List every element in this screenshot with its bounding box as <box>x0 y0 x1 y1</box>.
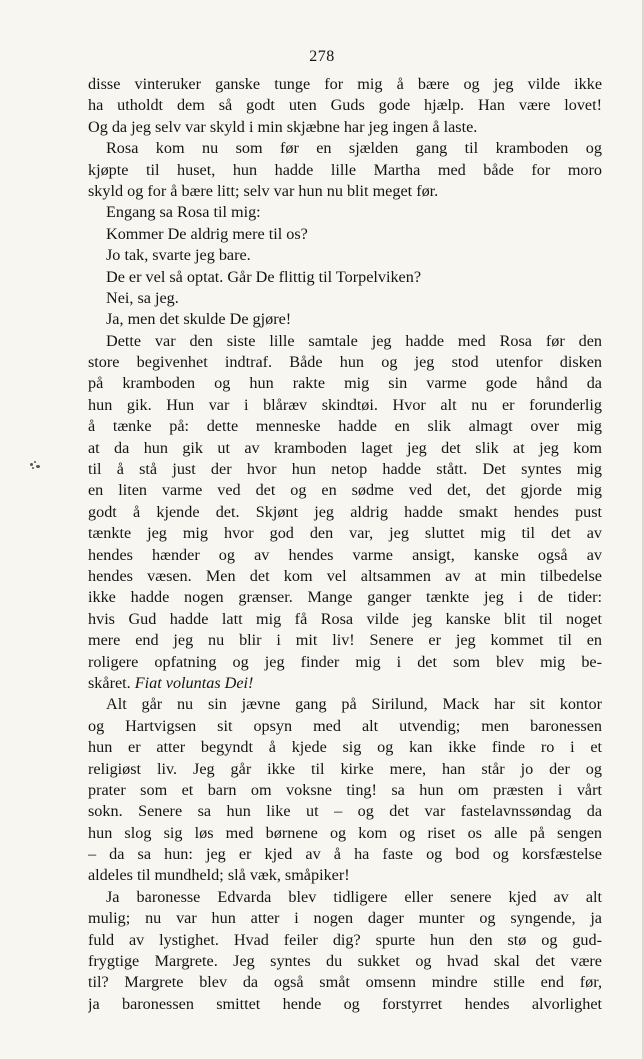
text-line <box>88 994 602 1015</box>
page-number: 278 <box>309 48 335 65</box>
text-line-content: aldeles til mundheld; slå væk, småpiker! <box>88 866 350 885</box>
text-line-content: hendes væsen. Men det kom vel altsammen av at min tilbedelse <box>88 566 602 585</box>
text-line <box>88 224 602 245</box>
margin-speck-mark <box>28 460 42 470</box>
text-line <box>88 865 602 886</box>
text-line-content: Nei, sa jeg. <box>106 288 179 307</box>
text-line <box>88 245 602 266</box>
text-line-content: ja baronessen smittet hende og forstyrret hendes alvorlighet <box>88 994 602 1013</box>
text-line-content: fuld av lystighet. Hvad feiler dig? spurte hun den stø og gud- <box>88 930 602 949</box>
text-line-content: Engang sa Rosa til mig: <box>106 203 261 222</box>
text-line-content: ikke hadde nogen grænser. Mange ganger tænkte jeg i de tider: <box>88 588 602 607</box>
text-line-content: tænkte jeg mig hvor god den var, jeg sluttet mig til det av <box>88 524 602 543</box>
text-line-content: mulig; nu var hun atter i nogen dager munter og syngende, ja <box>88 909 602 928</box>
text-line-content: å tænke på: dette menneske hadde en slik almagt over mig <box>88 417 602 436</box>
text-line-content: hvis Gud hadde latt mig få Rosa vilde jeg kanske blit til noget <box>88 609 602 628</box>
text-line <box>88 117 602 138</box>
text-line <box>88 759 602 780</box>
text-line <box>88 438 602 459</box>
text-line <box>88 480 602 501</box>
text-line <box>88 138 602 159</box>
text-line-content: til å stå just der hvor hun netop hadde stått. Det syntes mig <box>88 460 602 479</box>
text-line-content: til? Margrete blev da også småt omsenn mindre stille end før, <box>88 973 602 992</box>
text-line <box>88 652 602 673</box>
text-line-content: en liten varme ved det og en sødme ved det, det gjorde mig <box>88 481 602 500</box>
body-text <box>88 74 602 1015</box>
text-line <box>88 716 602 737</box>
text-line <box>88 609 602 630</box>
italic-phrase: Fiat voluntas Dei! <box>134 673 254 692</box>
text-line-content: Dette var den siste lille samtale jeg hadde med Rosa før den <box>106 331 602 350</box>
text-line <box>88 951 602 972</box>
text-line <box>88 331 602 352</box>
text-line <box>88 523 602 544</box>
text-line <box>88 416 602 437</box>
text-line <box>88 352 602 373</box>
text-line <box>88 202 602 223</box>
text-line <box>88 908 602 929</box>
text-line-content: – da sa hun: jeg er kjed av å ha faste og bod og korsfæstelse <box>88 845 602 864</box>
text-line <box>88 673 602 694</box>
text-line-content: disse vinteruker ganske tunge for mig å bære og jeg vilde ikke <box>88 75 602 93</box>
text-line-content: Og da jeg selv var skyld i min skjæbne har jeg ingen å laste. <box>88 117 478 136</box>
text-line-content: Rosa kom nu som før en sjælden gang til kramboden og <box>106 139 602 158</box>
text-line <box>88 74 602 95</box>
text-line <box>88 844 602 865</box>
text-line-content: på kramboden og hun rakte mig sin varme gode hånd da <box>88 374 602 393</box>
text-line <box>88 630 602 651</box>
text-line <box>88 972 602 993</box>
text-line-content: kjøpte til huset, hun hadde lille Martha med både for moro <box>88 160 602 179</box>
text-line <box>88 373 602 394</box>
text-line <box>88 309 602 330</box>
text-line-content: Jo tak, svarte jeg bare. <box>106 246 251 265</box>
text-line <box>88 459 602 480</box>
text-line-content: store begivenhet indtraf. Både hun og jeg stod utenfor disken <box>88 353 602 372</box>
text-line <box>88 181 602 202</box>
text-line-content: Kommer De aldrig mere til os? <box>106 224 308 243</box>
text-line-content: De er vel så optat. Går De flittig til Torpelviken? <box>106 267 422 286</box>
text-line <box>88 395 602 416</box>
text-line <box>88 545 602 566</box>
text-line <box>88 288 602 309</box>
text-line <box>88 823 602 844</box>
text-line-content: prater som et barn om voksne ting! sa hun om præsten i vårt <box>88 780 602 799</box>
text-line <box>88 502 602 523</box>
text-line <box>88 587 602 608</box>
text-line <box>88 566 602 587</box>
text-line-content: skyld og for å bære litt; selv var hun nu blit meget før. <box>88 181 439 200</box>
text-line <box>88 780 602 801</box>
text-line-content: religiøst liv. Jeg går ikke til kirke mere, han står jo der og <box>88 759 602 778</box>
text-line-content: frygtige Margrete. Jeg syntes du sukket og hvad skal det være <box>88 952 602 971</box>
text-line-content: Ja, men det skulde De gjøre! <box>106 310 292 329</box>
text-line-content: hun gik. Hun var i blåræv skindtøi. Hvor alt nu er forunderlig <box>88 395 602 414</box>
text-line-content: og Hartvigsen sit opsyn med alt utvendig; men baronessen <box>88 716 602 735</box>
text-line-content: hun er atter begyndt å kjede sig og kan ikke finde ro i et <box>88 738 602 757</box>
text-line-content: ha utholdt dem så godt uten Guds gode hjælp. Han være lovet! <box>88 96 602 115</box>
text-line-content: Alt går nu sin jævne gang på Sirilund, Mack har sit kontor <box>106 695 602 714</box>
text-line <box>88 160 602 181</box>
text-line <box>88 95 602 116</box>
text-line-content: at da hun gik ut av kramboden laget jeg det slik at jeg kom <box>88 438 602 457</box>
text-line <box>88 930 602 951</box>
text-line-content: mere end jeg nu blir i mit liv! Senere er jeg kommet til en <box>88 631 602 650</box>
text-line-content: hun slog sig løs med børnene og kom og riset os alle på sengen <box>88 823 602 842</box>
text-line <box>88 801 602 822</box>
text-line <box>88 887 602 908</box>
text-line-content: godt å kjende det. Skjønt jeg aldrig hadde smakt hendes pust <box>88 502 602 521</box>
text-line <box>88 694 602 715</box>
text-line-content: roligere opfatning og jeg finder mig i det som blev mig be- <box>88 652 602 671</box>
text-line-content: hendes hænder og av hendes varme ansigt, kanske også av <box>88 545 602 564</box>
text-line-content: skåret. <box>88 673 131 692</box>
text-line-content: sokn. Senere sa hun like ut – og det var fastelavnssøndag da <box>88 802 602 821</box>
text-line-content: Ja baronesse Edvarda blev tidligere eller senere kjed av alt <box>106 887 602 906</box>
text-line <box>88 267 602 288</box>
text-line <box>88 737 602 758</box>
